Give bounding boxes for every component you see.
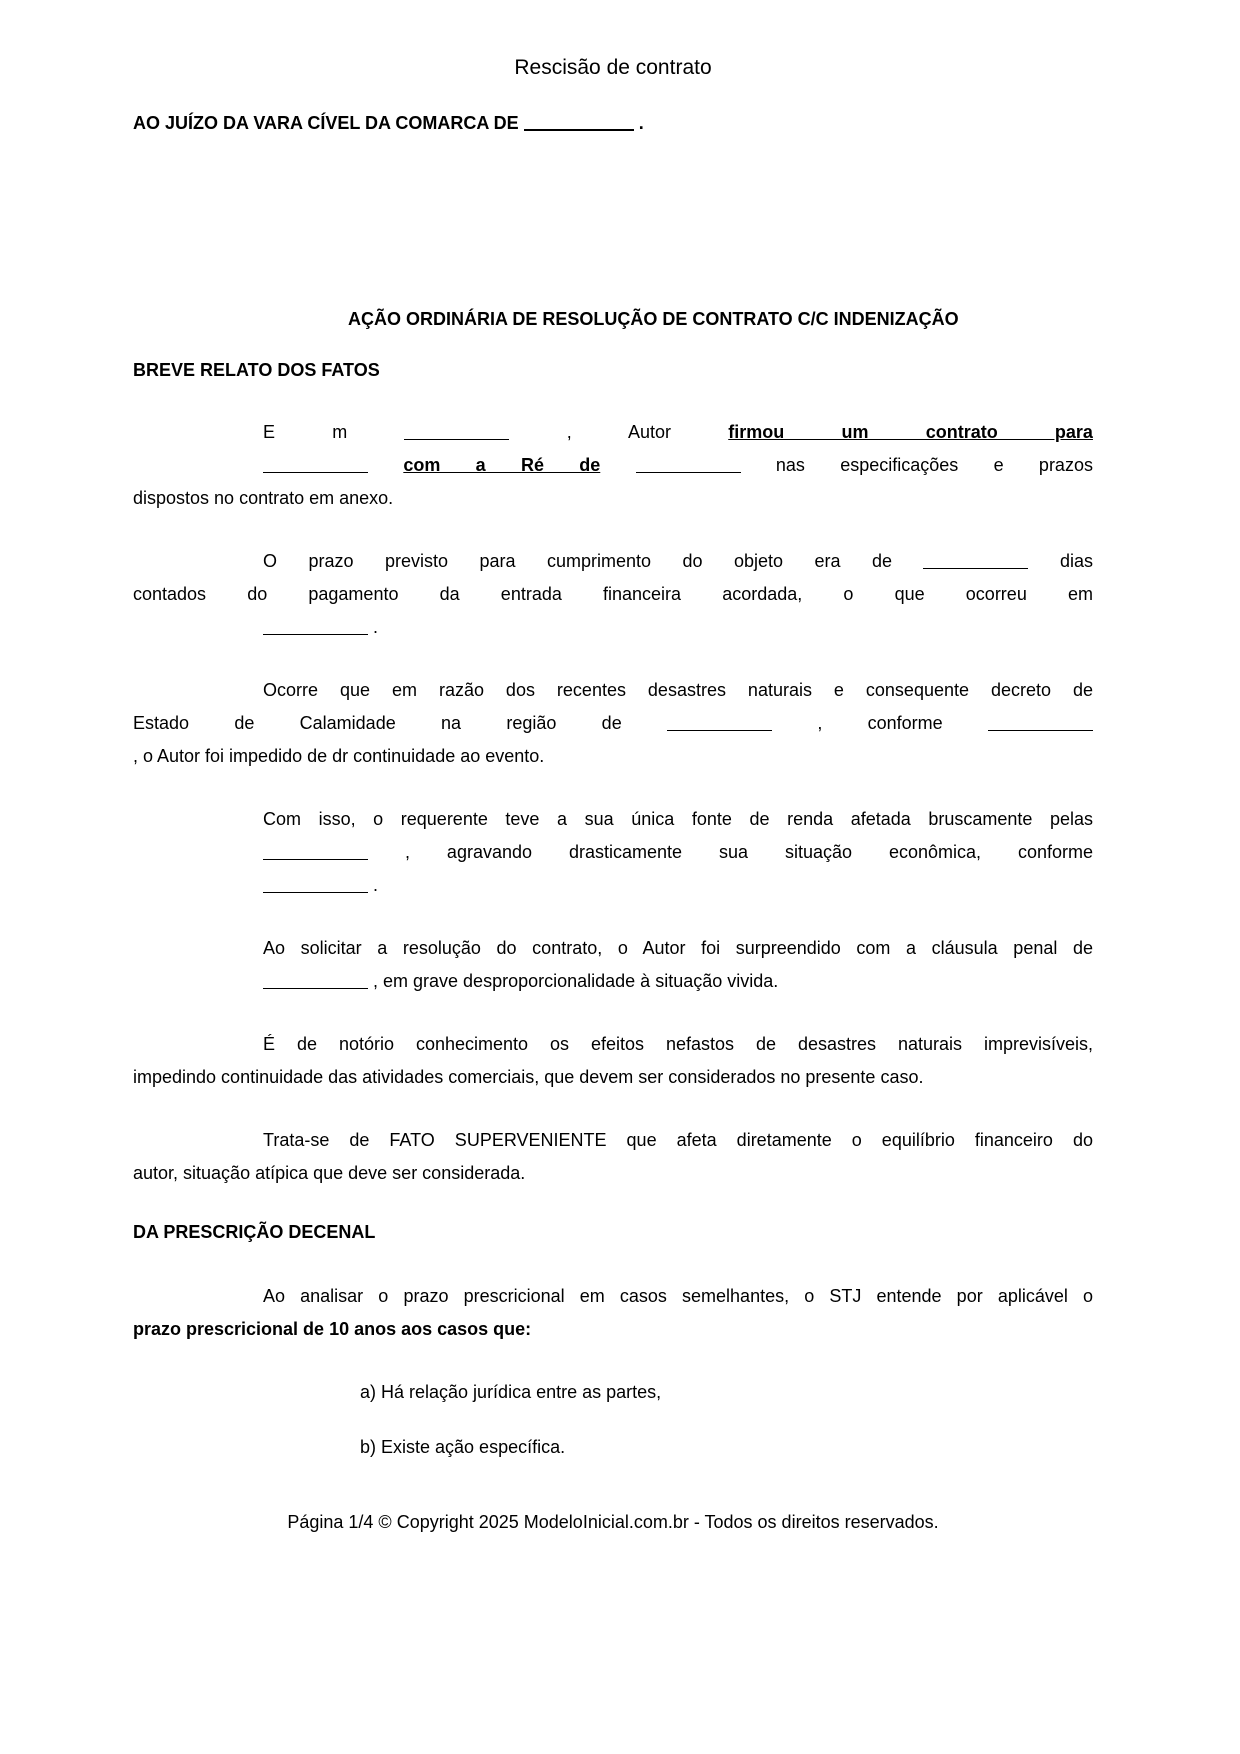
text-segment-bold-underline: firmou um contrato para (728, 422, 1093, 442)
section-heading-prescricao: DA PRESCRIÇÃO DECENAL (133, 1222, 376, 1242)
list-item-b: b) Existe ação específica. (360, 1437, 566, 1457)
text-segment: autor, situação atípica que deve ser considerada. (133, 1163, 526, 1183)
text-line (133, 869, 1093, 902)
blank-field (524, 115, 634, 131)
text-line (133, 416, 1093, 449)
text-line (133, 578, 1093, 611)
blank-field (636, 458, 741, 473)
text-segment: E m (263, 422, 348, 442)
text-line (133, 1280, 1093, 1313)
text-segment: Ocorre que em razão dos recentes desastres naturais e consequente decreto de (263, 680, 1093, 700)
blank-field (667, 716, 772, 731)
paragraph (133, 932, 1093, 998)
text-segment: Trata-se de FATO SUPERVENIENTE que afeta diretamente o equilíbrio financeiro do (263, 1130, 1093, 1150)
page-footer: Página 1/4 © Copyright 2025 ModeloInicial.com.br - Todos os direitos reservados. (287, 1512, 939, 1532)
text-line (133, 1028, 1093, 1061)
text-segment-bold-underline: com a Ré de (403, 455, 601, 475)
text-segment: , agravando drasticamente sua situação econômica, conforme (404, 842, 1093, 862)
text-segment: , o Autor foi impedido de dr continuidade ao evento. (133, 746, 545, 766)
text-segment: , conforme (817, 713, 943, 733)
text-segment: É de notório conhecimento os efeitos nefastos de desastres naturais imprevisíveis, (263, 1034, 1093, 1054)
text-segment-bold: prazo prescricional de 10 anos aos casos que: (133, 1319, 532, 1339)
blank-field (988, 716, 1093, 731)
paragraph (133, 1280, 1093, 1346)
document-title: Rescisão de contrato (514, 56, 712, 79)
text-segment: Ao solicitar a resolução do contrato, o Autor foi surpreendido com a cláusula penal de (263, 938, 1093, 958)
text-line (133, 482, 1093, 515)
text-segment: Com isso, o requerente teve a sua única fonte de renda afetada bruscamente pelas (263, 809, 1093, 829)
section-heading-breve-relato: BREVE RELATO DOS FATOS (133, 360, 380, 380)
addressee-period: . (638, 113, 644, 133)
text-line (133, 836, 1093, 869)
blank-field (923, 554, 1028, 569)
addressee-line (133, 107, 1093, 140)
text-line (133, 674, 1093, 707)
list-item-a: a) Há relação jurídica entre as partes, (360, 1382, 662, 1402)
text-segment: , em grave desproporcionalidade à situação vivida. (373, 971, 779, 991)
addressee-text: AO JUÍZO DA VARA CÍVEL DA COMARCA DE (133, 113, 519, 133)
paragraph (133, 1028, 1093, 1094)
blank-field (263, 458, 368, 473)
text-line (133, 1157, 1093, 1190)
blank-field (263, 878, 368, 893)
blank-field (263, 974, 368, 989)
text-line (133, 545, 1093, 578)
text-segment: Autor (627, 422, 671, 442)
text-line (133, 449, 1093, 482)
text-line (133, 965, 1093, 998)
text-segment: . (373, 875, 379, 895)
text-segment: dias (1059, 551, 1093, 571)
text-segment: Ao analisar o prazo prescricional em casos semelhantes, o STJ entende por aplicável o (263, 1286, 1093, 1306)
text-line (133, 707, 1093, 740)
paragraph (133, 545, 1093, 644)
text-segment: Estado de Calamidade na região de (133, 713, 622, 733)
blank-field (404, 425, 509, 440)
text-segment: contados do pagamento da entrada financeira acordada, o que ocorreu em (133, 584, 1093, 604)
text-line (133, 803, 1093, 836)
paragraph (133, 1124, 1093, 1190)
blank-field (263, 620, 368, 635)
text-segment: impedindo continuidade das atividades comerciais, que devem ser considerados no presente caso. (133, 1067, 924, 1087)
text-line (133, 932, 1093, 965)
text-segment: O prazo previsto para cumprimento do objeto era de (263, 551, 892, 571)
text-line (133, 1313, 1093, 1346)
text-line (133, 611, 1093, 644)
text-line (133, 1061, 1093, 1094)
text-segment: . (373, 617, 379, 637)
paragraph (133, 803, 1093, 902)
blank-field (263, 845, 368, 860)
text-segment: dispostos no contrato em anexo. (133, 488, 394, 508)
paragraph (133, 416, 1093, 515)
text-segment: nas especificações e prazos (775, 455, 1093, 475)
text-line (133, 740, 1093, 773)
text-line (133, 1124, 1093, 1157)
text-segment: , (566, 422, 572, 442)
action-title: AÇÃO ORDINÁRIA DE RESOLUÇÃO DE CONTRATO C/C INDENIZAÇÃO (348, 309, 959, 329)
paragraph (133, 674, 1093, 773)
